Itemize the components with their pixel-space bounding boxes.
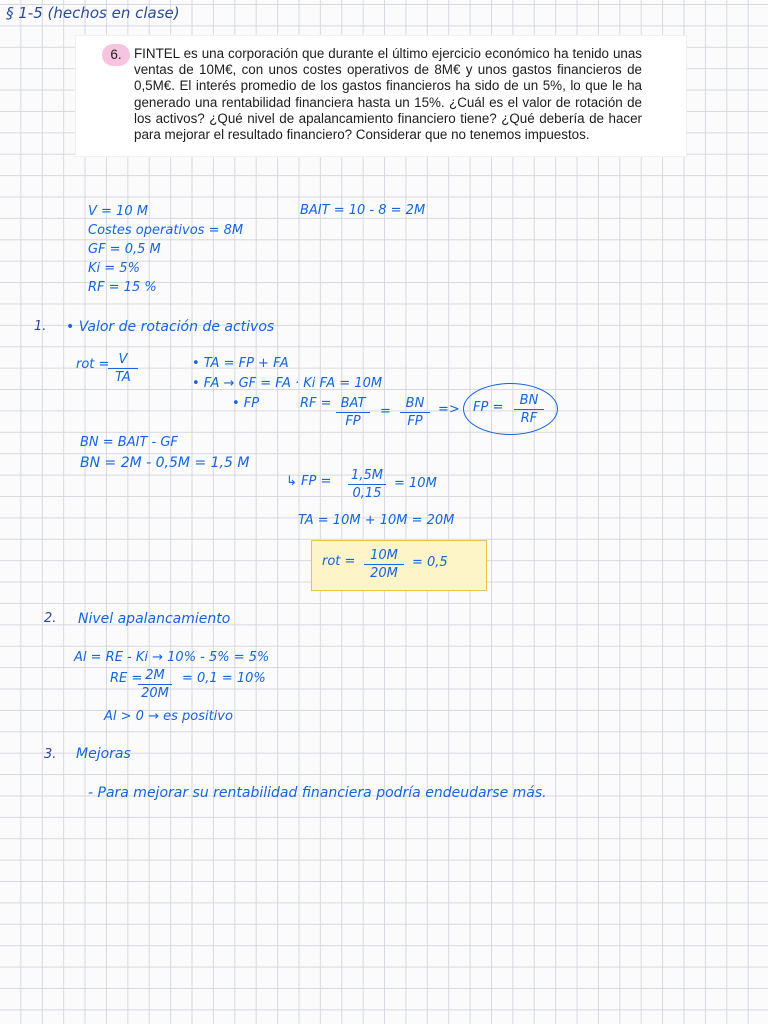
given-ventas: V = 10 M — [88, 204, 148, 219]
fp-circled-lhs: FP = — [473, 400, 504, 415]
given-costes: Costes operativos = 8M — [88, 223, 244, 238]
re-numerator: 2M — [145, 668, 165, 683]
fraction-bar — [514, 409, 544, 410]
given-bait: BAIT = 10 - 8 = 2M — [300, 203, 426, 218]
fraction-bar — [138, 684, 172, 685]
rot-final-numerator: 10M — [370, 548, 398, 563]
fp-circled-fraction — [514, 393, 544, 426]
bn-calculation: BN = 2M - 0,5M = 1,5 M — [80, 455, 250, 471]
improvement-note: - Para mejorar su rentabilidad financiera podría endeudarse más. — [88, 785, 547, 801]
section-1-number: 1. — [34, 319, 47, 334]
equals-sign: = — [380, 404, 391, 419]
bn-definition: BN = BAIT - GF — [80, 435, 178, 450]
fp-calc-fraction — [348, 468, 386, 501]
rot-final-fraction — [364, 548, 404, 581]
fp-calc-denominator: 0,15 — [352, 486, 382, 501]
problem-number-badge: 6. — [102, 44, 130, 66]
fraction-bar — [336, 412, 370, 413]
fraction-bar — [348, 484, 386, 485]
fp-calc-lhs: ↳ FP = — [286, 474, 332, 489]
rot-denominator: TA — [115, 370, 131, 385]
al-equation: Al = RE - Ki → 10% - 5% = 5% — [74, 650, 270, 665]
rot-final-denominator: 20M — [370, 566, 398, 581]
section-3-number: 3. — [44, 747, 57, 762]
page-header: § 1-5 (hechos en clase) — [6, 4, 180, 22]
rf-numerator-bat: BAT — [340, 396, 366, 411]
fp-label: • FP — [232, 396, 260, 411]
problem-card — [76, 36, 686, 156]
fraction-bar — [400, 412, 430, 413]
fp-circled-denominator: RF — [520, 411, 538, 426]
implies-arrow: => — [438, 402, 460, 417]
fraction-bar — [364, 564, 404, 565]
rf-fraction-bat — [336, 396, 370, 429]
section-2-number: 2. — [44, 611, 57, 626]
fp-calc-result: = 10M — [394, 476, 437, 491]
re-denominator: 20M — [141, 686, 169, 701]
fa-equation: • FA → GF = FA · Ki FA = 10M — [192, 376, 383, 391]
re-result: = 0,1 = 10% — [182, 671, 266, 686]
given-rf: RF = 15 % — [88, 280, 157, 295]
rf-fraction-bn — [400, 396, 430, 429]
section-2-title: Nivel apalancamiento — [78, 611, 231, 627]
fraction-bar — [108, 368, 138, 369]
rf-lhs: RF = — [300, 396, 332, 411]
rf-denominator-fp: FP — [345, 414, 361, 429]
rot-formula-fraction — [108, 352, 138, 385]
section-1-title: • Valor de rotación de activos — [66, 319, 275, 335]
rf-denominator-fp2: FP — [407, 414, 423, 429]
rot-final-result: = 0,5 — [412, 555, 448, 570]
rot-numerator: V — [118, 352, 128, 367]
re-lhs: RE = — [110, 671, 143, 686]
given-gastos-financieros: GF = 0,5 M — [88, 242, 161, 257]
section-3-title: Mejoras — [76, 746, 131, 762]
problem-statement: FINTEL es una corporación que durante el último ejercicio económico ha tenido unas ventas de 10M€, con unos costes operativos de 8M€ y unos gastos financieros de 0,5M€. El interés promedio de los gastos financieros ha sido de un 5%, lo que le ha generado una rentabilidad financiera hasta un 15%. ¿Cuál es el valor de rotación de los activos? ¿Qué nivel de apalancamiento financiero tiene? ¿Qué debería de hacer para mejorar el resultado financiero? Considerar que no tenemos impuestos. — [134, 46, 642, 143]
given-ki: Ki = 5% — [88, 261, 140, 276]
al-positive: Al > 0 → es positivo — [104, 709, 233, 724]
ta-equation: • TA = FP + FA — [192, 356, 289, 371]
re-fraction — [138, 668, 172, 701]
rot-final-lhs: rot = — [322, 554, 356, 569]
fp-calc-numerator: 1,5M — [351, 468, 383, 483]
fp-circled-numerator: BN — [519, 393, 539, 408]
rf-numerator-bn: BN — [405, 396, 425, 411]
rot-formula-lhs: rot = — [76, 357, 110, 372]
ta-calculation: TA = 10M + 10M = 20M — [298, 513, 455, 528]
